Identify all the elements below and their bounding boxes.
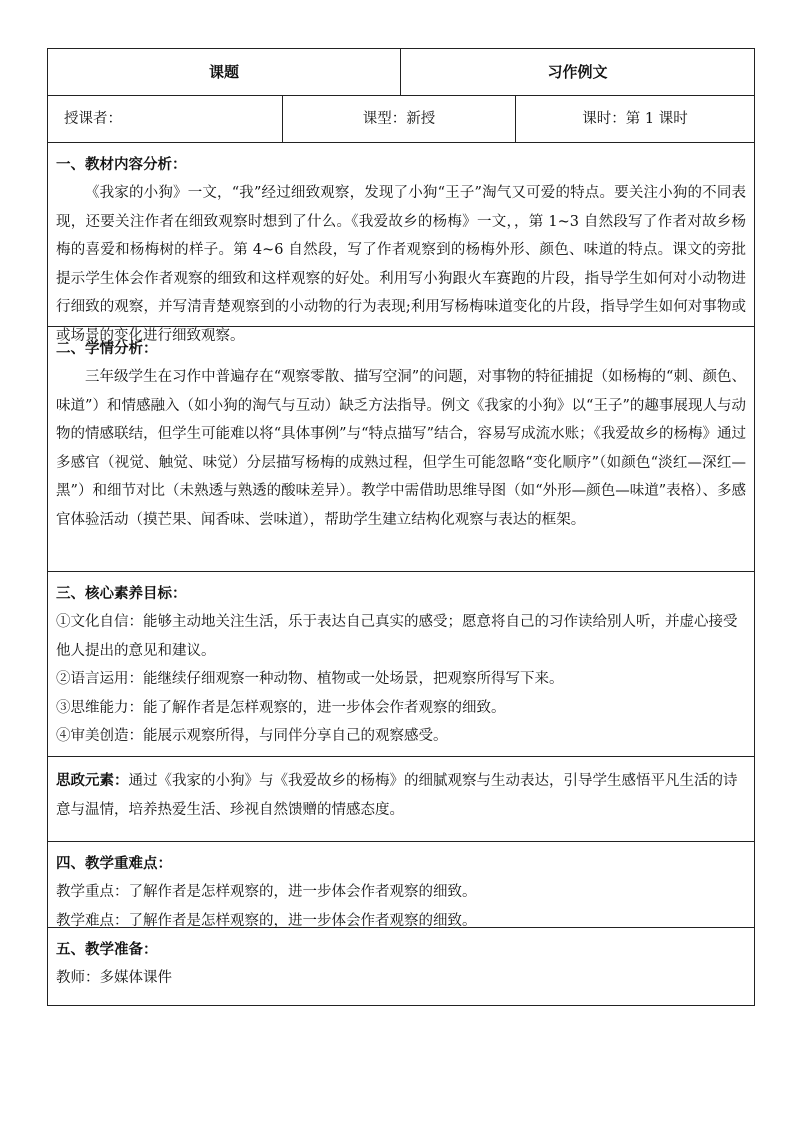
goal-item: ④审美创造：能展示观察所得，与同伴分享自己的观察感受。: [56, 728, 448, 744]
section-ideology: [48, 757, 755, 842]
section-preparation: [48, 928, 755, 1006]
section-title: 三、核心素养目标：: [56, 586, 187, 602]
key-point-item: 教学难点：了解作者是怎样观察的，进一步体会作者观察的细致。: [56, 912, 477, 929]
teacher-field: 授课者：: [48, 96, 283, 143]
meta-row: [48, 96, 755, 143]
goal-item: ③思维能力：能了解作者是怎样观察的，进一步体会作者观察的细致。: [56, 699, 506, 716]
section-body: 《我家的小狗》一文，“我”经过细致观察，发现了小狗“王子”淘气又可爱的特点。要关注小狗的不同表现，还要关注作者在细致观察时想到了什么。《我爱故乡的杨梅》一文，，第 1~3 自然段写了作者对故乡杨梅的喜爱和杨梅树的样子。第 4~6 自然段，写了作者观察到的杨梅外形、颜色、味道的特点。课文的旁批提示学生体会作者观察的细致和这样观察的好处。利用写小狗跟火车赛跑的片段，指导学生如何对小动物进行细致的观察，并写清青楚观察到的小动物的行为表现;利用写杨梅味道变化的片段，指导学生如何对事物或或场景的变化进行细致观察。: [56, 185, 747, 344]
section-title: 一、教材内容分析：: [56, 157, 187, 173]
lesson-period-field: 课时：第 1 课时: [516, 96, 755, 143]
section-key-points: [48, 842, 755, 928]
section-textbook-analysis: [48, 143, 755, 327]
goal-item: ②语言运用：能继续仔细观察一种动物、植物或一处场景，把观察所得写下来。: [56, 671, 564, 687]
preparation-item: 教师：多媒体课件: [56, 970, 172, 986]
header-row: [48, 49, 755, 96]
topic-value: 习作例文: [401, 49, 755, 96]
topic-label: 课题: [48, 49, 401, 96]
key-point-item: 教学重点：了解作者是怎样观察的，进一步体会作者观察的细致。: [56, 884, 477, 900]
section-body: 通过《我家的小狗》与《我爱故乡的杨梅》的细腻观察与生动表达，引导学生感悟平凡生活的诗意与温情，培养热爱生活、珍视自然馈赠的情感态度。: [56, 773, 738, 818]
ideology-paragraph: [56, 767, 746, 824]
section-title: 五、教学准备：: [56, 942, 158, 958]
section-body: 三年级学生在习作中普遍存在“观察零散、描写空洞”的问题，对事物的特征捕捉（如杨梅的“刺、颜色、味道”）和情感融入（如小狗的淘气与互动）缺乏方法指导。例文《我家的小狗》以“王子”的趣事展现人与动物的情感联结，但学生可能难以将“具体事例”与“特点描写”结合，容易写成流水账；《我爱故乡的杨梅》通过多感官（视觉、触觉、味觉）分层描写杨梅的成熟过程，但学生可能忽略“变化顺序”（如颜色“淡红—深红—黑”）和细节对比（未熟透与熟透的酸味差异）。教学中需借助思维导图（如“外形—颜色—味道”表格）、多感官体验活动（摸芒果、闻香味、尝味道），帮助学生建立结构化观察与表达的框架。: [56, 369, 747, 528]
goal-item: ①文化自信：能够主动地关注生活，乐于表达自己真实的感受；愿意将自己的习作读给别人听，并虚心接受他人提出的意见和建议。: [56, 614, 738, 659]
section-core-goals: [48, 572, 755, 757]
section-title: 二、学情分析：: [56, 341, 158, 357]
lesson-plan-table: [47, 48, 755, 1006]
section-student-analysis: [48, 327, 755, 572]
lesson-type-field: 课型：新授: [283, 96, 516, 143]
section-title: 四、教学重难点：: [56, 856, 172, 872]
section-title: 思政元素：: [56, 773, 129, 789]
